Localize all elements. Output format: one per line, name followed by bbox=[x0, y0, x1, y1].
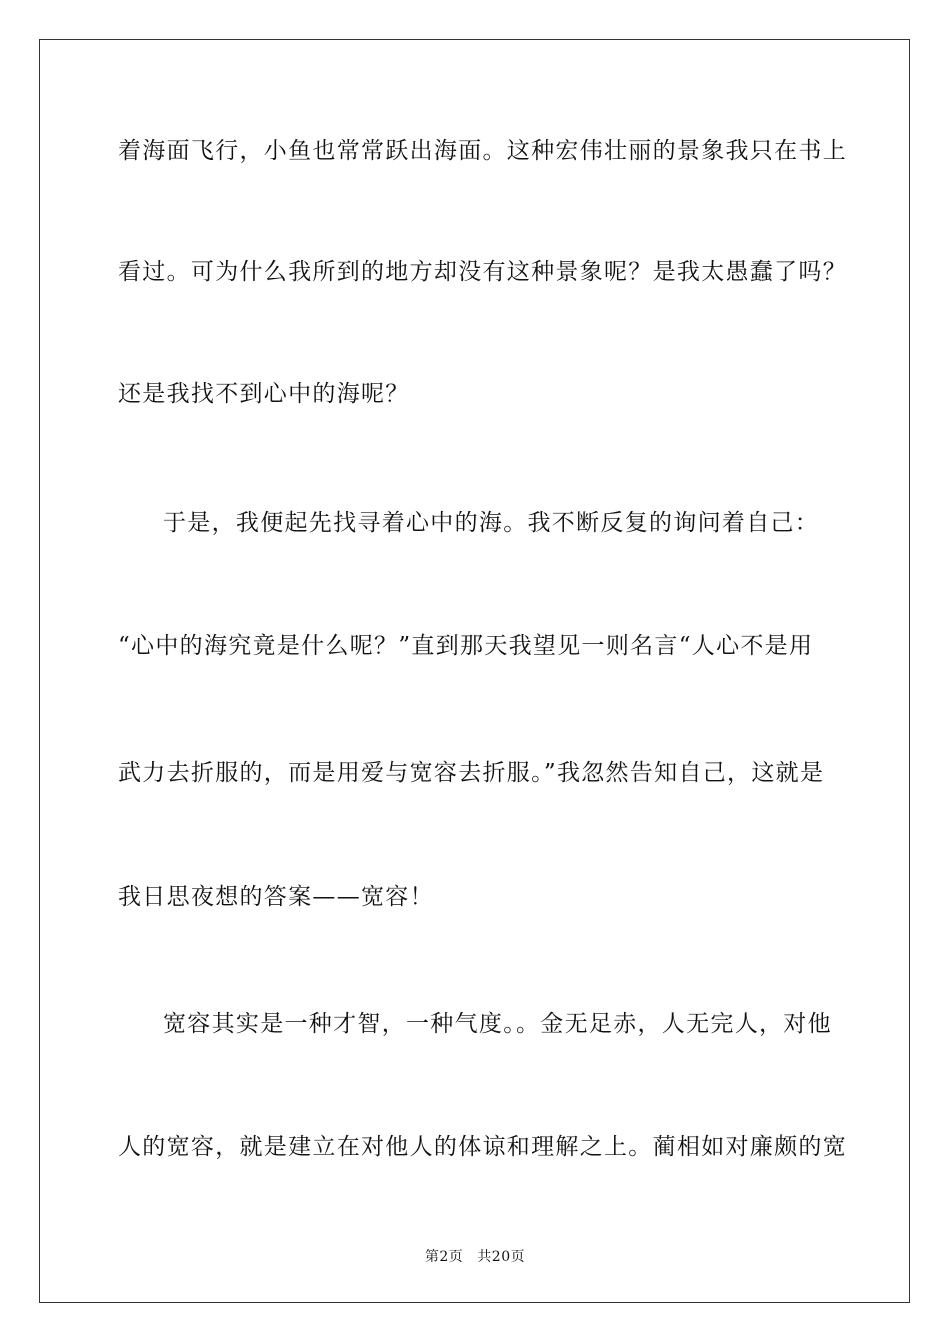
text-line: 武力去折服的，而是用爱与宽容去折服。”我忽然告知自己，这就是 bbox=[118, 760, 825, 786]
page-border bbox=[39, 39, 910, 1303]
paragraph-start-line: 于是，我便起先找寻着心中的海。我不断反复的询问着自己： bbox=[163, 510, 820, 536]
text-line: 还是我找不到心中的海呢？ bbox=[118, 381, 410, 407]
text-line: 看过。可为什么我所到的地方却没有这种景象呢？是我太愚蠢了吗？ bbox=[118, 259, 847, 285]
text-line: “心中的海究竟是什么呢？”直到那天我望见一则名言“人心不是用 bbox=[118, 633, 814, 659]
page-footer bbox=[0, 1248, 950, 1266]
text-line: 人的宽容，就是建立在对他人的体谅和理解之上。蔺相如对廉颇的宽 bbox=[118, 1134, 847, 1160]
text-line: 我日思夜想的答案——宽容！ bbox=[118, 884, 434, 910]
page-number: 第2页 bbox=[424, 1249, 464, 1265]
page-total: 共20页 bbox=[477, 1249, 526, 1265]
paragraph-start-line: 宽容其实是一种才智，一种气度。。金无足赤，人无完人，对他 bbox=[163, 1011, 832, 1037]
text-line: 着海面飞行，小鱼也常常跃出海面。这种宏伟壮丽的景象我只在书上 bbox=[118, 138, 847, 164]
